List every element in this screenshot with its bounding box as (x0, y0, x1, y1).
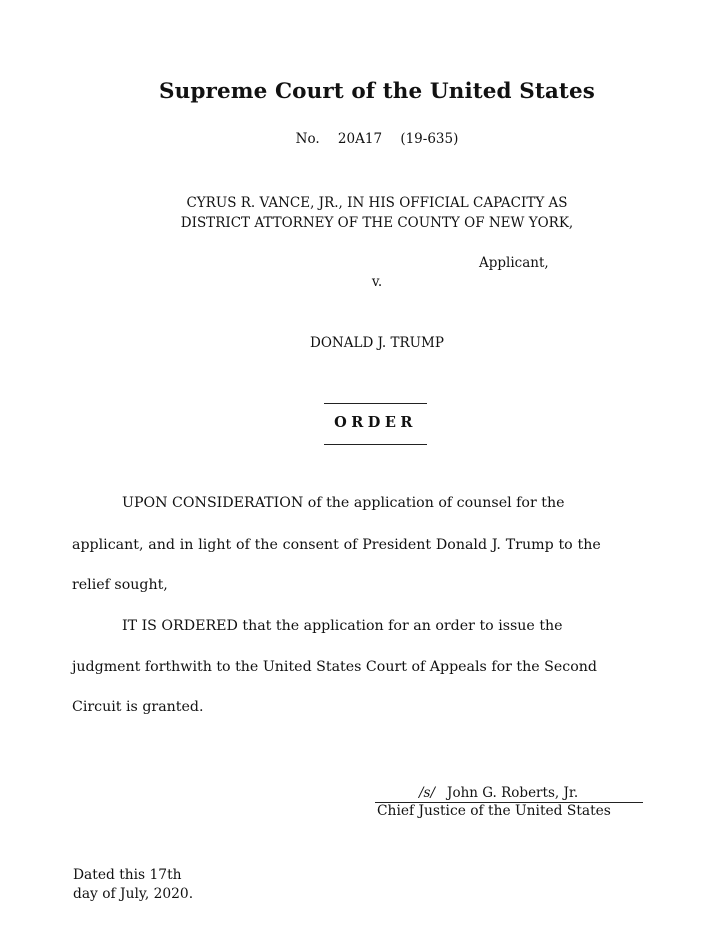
body-line-3: relief sought, (72, 577, 168, 593)
body-line-1: UPON CONSIDERATION of the application of counsel for the (122, 495, 565, 511)
court-heading: Supreme Court of the United States (159, 79, 595, 104)
body-line-5: judgment forthwith to the United States Court of Appeals for the Second (72, 659, 597, 675)
applicant-line-2: DISTRICT ATTORNEY OF THE COUNTY OF NEW YORK, (180, 215, 574, 231)
order-title: ORDER (334, 414, 417, 431)
body-line-2: applicant, and in light of the consent of President Donald J. Trump to the (72, 537, 601, 553)
versus-label: v. (371, 274, 383, 290)
docket-related-id: (19-635) (400, 131, 459, 147)
respondent-name: DONALD J. TRUMP (310, 335, 444, 351)
docket-number (0, 131, 724, 147)
body-line-6: Circuit is granted. (72, 699, 204, 715)
dated-block (73, 866, 193, 904)
order-bottom-rule (324, 444, 427, 445)
signature-mark: /s/ (419, 785, 436, 801)
order-top-rule (324, 403, 427, 404)
applicant-line-1: CYRUS R. VANCE, JR., IN HIS OFFICIAL CAPACITY AS (186, 195, 568, 211)
dated-line-1: Dated this 17th (73, 867, 182, 883)
applicant-role: Applicant, (479, 255, 549, 271)
signature-name: John G. Roberts, Jr. (447, 785, 579, 801)
applicant-block (0, 193, 724, 233)
docket-prefix: No. (295, 131, 320, 147)
docket-id: 20A17 (337, 131, 383, 147)
signature-line (375, 785, 643, 803)
body-line-4: IT IS ORDERED that the application for an order to issue the (122, 618, 563, 634)
dated-line-2: day of July, 2020. (73, 886, 194, 902)
signature-title: Chief Justice of the United States (377, 803, 611, 819)
